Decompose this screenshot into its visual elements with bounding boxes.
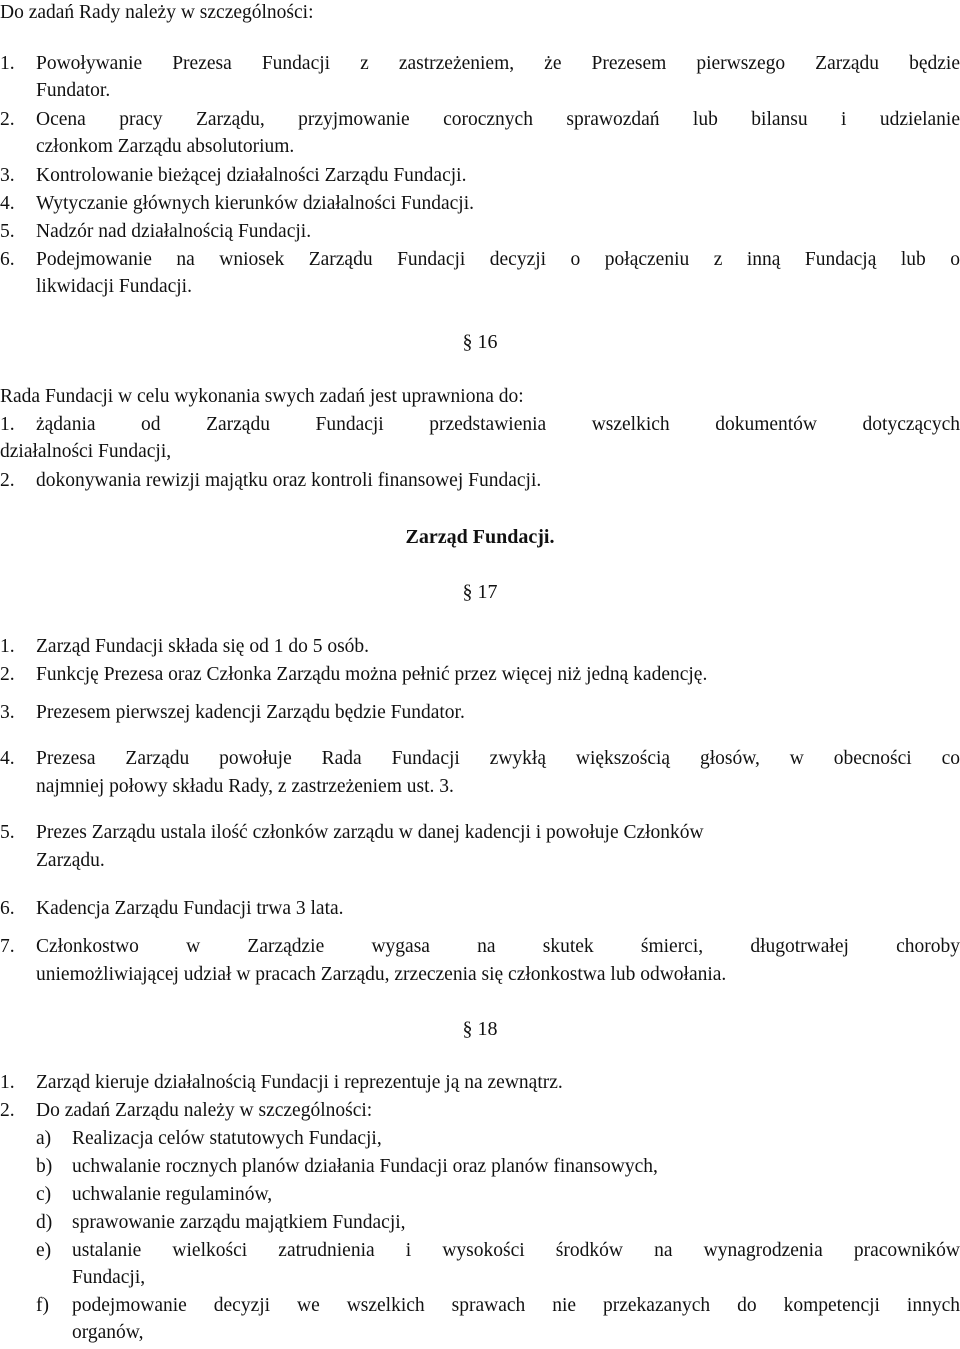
list-text: Zarząd kieruje działalnością Fundacji i reprezentuje ją na zewnątrz. [36,1072,563,1093]
list-number: 3. [0,165,15,186]
list-number: 2. [0,109,15,130]
list-text: uchwalanie regulaminów, [72,1184,273,1205]
list-letter: b) [36,1156,53,1177]
list-number: 7. [0,936,15,957]
list-text: najmniej połowy składu Rady, z zastrzeżeniem ust. 3. [36,776,454,797]
list-text: Powoływanie Prezesa Fundacji z zastrzeżeniem, że Prezesem pierwszego Zarządu będzie [36,53,960,74]
list-text: członkom Zarządu absolutorium. [36,136,295,157]
list-number: 1. [0,1072,15,1093]
list-letter: c) [36,1184,52,1205]
list-number: 2. [0,470,15,491]
list-number: 1. [0,53,15,74]
list-text: Członkostwo w Zarządzie wygasa na skutek śmierci, długotrwałej choroby [36,936,960,957]
list-number: 1. [0,636,15,657]
list-number: 5. [0,822,15,843]
list-text: podejmowanie decyzji we wszelkich sprawach nie przekazanych do kompetencji innych [72,1295,960,1316]
list-number: 2. [0,1100,15,1121]
list-letter: d) [36,1212,53,1233]
section-title: Zarząd Fundacji. [405,526,555,548]
list-text: Prezesem pierwszej kadencji Zarządu będzie Fundator. [36,702,465,723]
list-number: 4. [0,748,15,769]
list-text: Fundator. [36,80,111,101]
list-text: uchwalanie rocznych planów działania Fundacji oraz planów finansowych, [72,1156,658,1177]
list-text: Zarząd Fundacji składa się od 1 do 5 osób. [36,636,370,657]
list-text: Ocena pracy Zarządu, przyjmowanie corocznych sprawozdań lub bilansu i udzielanie [36,109,960,130]
list-number: 6. [0,898,15,919]
list-text: dokonywania rewizji majątku oraz kontroli finansowej Fundacji. [36,470,542,491]
list-text: sprawowanie zarządu majątkiem Fundacji, [72,1212,406,1233]
list-text: Kadencja Zarządu Fundacji trwa 3 lata. [36,898,344,919]
list-letter: e) [36,1240,52,1261]
list-text: ustalanie wielkości zatrudnienia i wysokości środków na wynagrodzenia pracowników [72,1240,960,1261]
rada-tasks-intro-text: Do zadań Rady należy w szczególności: [0,2,314,23]
list-text: Kontrolowanie bieżącej działalności Zarządu Fundacji. [36,165,467,186]
list-text: działalności Fundacji, [0,441,172,462]
paragraph-18-heading: § 18 [462,1018,498,1040]
list-text: Do zadań Zarządu należy w szczególności: [36,1100,373,1121]
list-number: 1. [0,414,15,435]
list-text: Nadzór nad działalnością Fundacji. [36,221,312,242]
list-text: Zarządu. [36,850,105,871]
paragraph-17-heading: § 17 [462,581,498,603]
list-letter: f) [36,1295,49,1316]
list-text: Fundacji, [72,1267,146,1288]
list-text: uniemożliwiającej udział w pracach Zarządu, zrzeczenia się członkostwa lub odwołania. [36,964,727,985]
list-number: 3. [0,702,15,723]
list-text: Prezes Zarządu ustala ilość członków zarządu w danej kadencji i powołuje Członków [36,822,704,843]
list-text: Funkcję Prezesa oraz Członka Zarządu można pełnić przez więcej niż jedną kadencję. [36,664,708,685]
list-text: likwidacji Fundacji. [36,276,192,297]
list-text: Wytyczanie głównych kierunków działalności Fundacji. [36,193,474,214]
list-number: 6. [0,249,15,270]
list-number: 4. [0,193,15,214]
list-text: żądania od Zarządu Fundacji przedstawienia wszelkich dokumentów dotyczących [36,414,960,435]
paragraph-16-heading: § 16 [462,331,498,353]
par16-intro-text: Rada Fundacji w celu wykonania swych zadań jest uprawniona do: [0,386,524,407]
list-number: 2. [0,664,15,685]
list-number: 5. [0,221,15,242]
list-text: Prezesa Zarządu powołuje Rada Fundacji zwykłą większością głosów, w obecności co [36,748,960,769]
list-letter: a) [36,1128,52,1149]
list-text: Realizacja celów statutowych Fundacji, [72,1128,382,1149]
list-text: organów, [72,1322,144,1343]
list-text: Podejmowanie na wniosek Zarządu Fundacji decyzji o połączeniu z inną Fundacją lub o [36,249,960,270]
